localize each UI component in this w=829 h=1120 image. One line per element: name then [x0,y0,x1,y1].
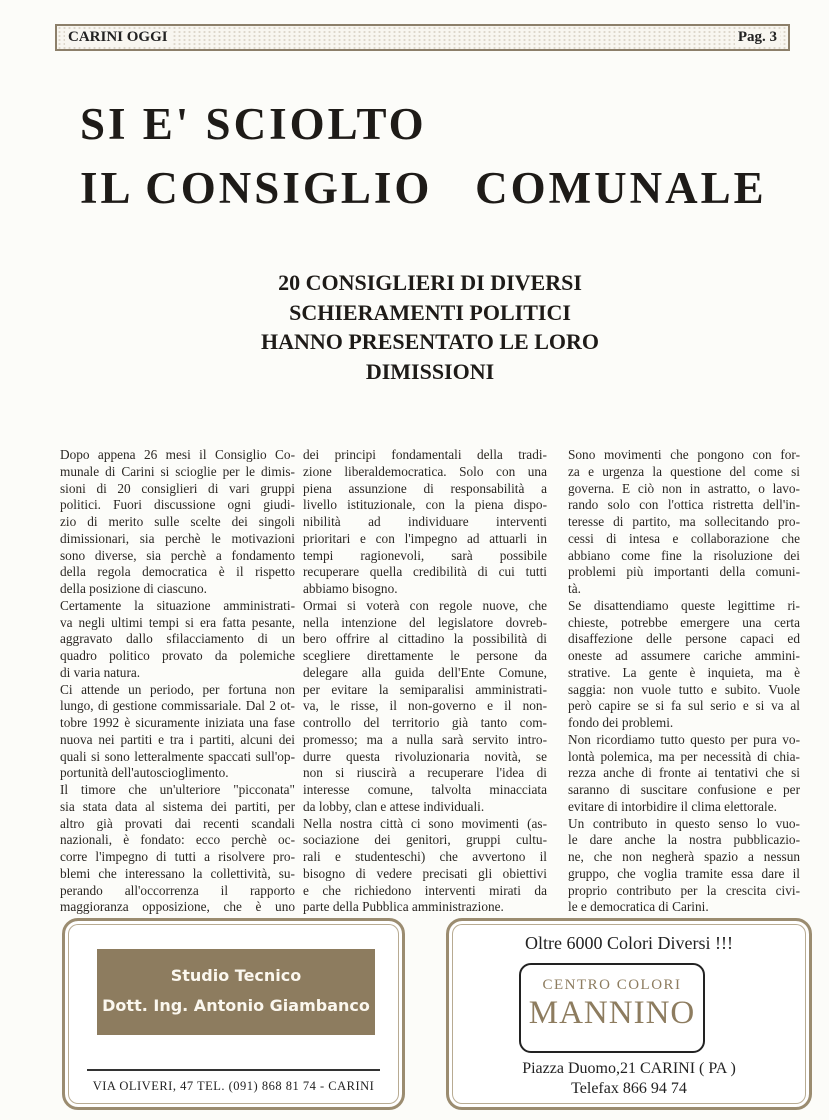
text-line: va, le risse, il non-governo e il non- [303,698,547,714]
paragraph [60,447,295,598]
studio-engineer: Dott. Ing. Antonio Giambanco [102,996,370,1015]
text-line: politici. Fuori discussione ogni giudi- [60,497,295,513]
text-line: gruppo, che voglia tramite essa dare il [568,865,800,881]
paragraph [303,447,547,598]
text-line: Dopo appena 26 mesi il Consiglio Co- [60,447,295,462]
text-line: munale di Carini si scioglie per le dimis- [60,463,295,479]
text-line: dei principi fondamentali della tradi- [303,447,547,462]
text-line: Un contributo in questo senso lo vuo- [568,815,800,831]
text-line: sioni di 20 consiglieri di vari gruppi [60,480,295,496]
paragraph [303,816,547,917]
paragraph [303,598,547,816]
text-line: Certamente la situazione amministrati- [60,597,295,613]
text-line: teresse di partito, ma sollecitando pro- [568,514,800,529]
text-line: nuova nei partiti e tra i partiti, alcuni dei [60,731,295,747]
paragraph [60,682,295,783]
text-line: saggia: non vuole tutto e subito. Vuole [568,681,800,697]
paragraph [60,782,295,916]
text-line: aggravato dallo sfilacciamento di un [60,631,295,647]
subheadline [200,268,660,386]
text-line: promesso; ma a nulla sarà servito intro- [303,731,547,747]
ad-studio-tecnico [62,918,405,1110]
text-line: tà. [568,581,581,596]
text-line: sociazione dei genitori, gruppi cultu- [303,832,547,848]
mannino-brand-top: CENTRO COLORI [542,977,682,993]
subheadline-line: DIMISSIONI [365,358,495,384]
paragraph [568,598,800,732]
studio-name-box [97,949,375,1035]
text-line: le e democratica di Carini. [568,899,709,915]
text-line: tempi ragionevoli, sarà possibile [303,547,547,563]
text-line: per evitare la semiparalisi amministrati- [303,681,547,697]
mannino-tagline: Oltre 6000 Colori Diversi !!! [525,933,733,953]
article-column-2 [303,447,547,916]
text-line: e che richiedono interventi mirati da [303,882,547,898]
headline-line-2: IL CONSIGLIO COMUNALE [80,163,767,213]
text-line: lungo, di gestione commissariale. Dal 2 ot- [60,698,295,714]
text-line: zio di merito sulle scelte dei singoli [60,514,295,529]
ad-centro-colori-mannino [446,918,812,1110]
text-line: non si riuscirà a recuperare l'idea di [303,765,547,781]
studio-address: VIA OLIVERI, 47 TEL. (091) 868 81 74 - CARINI [92,1079,375,1093]
studio-title: Studio Tecnico [170,966,302,985]
text-line: dimissionari, sia perchè le motivazioni [60,530,295,546]
text-line: va negli ultimi tempi si era fatta pesante, [60,614,295,630]
text-line: portunità dell'autoscioglimento. [60,765,229,781]
subheadline-line: 20 CONSIGLIERI DI DIVERSI [278,270,582,295]
text-line: zione liberaldemocratica. Solo con una [303,463,547,479]
text-line: sono diverse, sia perchè a fondamento [60,547,295,563]
text-line: bisogno di vedere precisati gli obiettivi [303,865,547,881]
text-line: za e urgenza la questione del come si [568,463,800,479]
text-line: abbiano come fine la risoluzione dei [568,547,800,563]
text-line: blemi che interessano la collettività, su- [60,865,295,881]
text-line: delegare alla guida dell'Ente Comune, [303,664,547,680]
paragraph [568,732,800,816]
text-line: interesse comune, talvolta minacciata [303,782,547,797]
text-line: chieste, potrebbe emergere una certa [568,614,800,630]
text-line: sia stata data al sistema dei partiti, per [60,798,295,814]
paragraph [60,598,295,682]
text-line: scegliere direttamente le persone da [303,648,547,663]
article-column-1 [60,447,295,916]
text-line: problemi più importanti della comuni- [568,564,800,580]
publication-name: CARINI OGGI [65,29,171,46]
text-line: le dare anche la nostra pubblicazio- [568,832,800,848]
mannino-logo-box [519,963,705,1053]
text-line: cessi di intesa e collaborazione che [568,530,800,546]
text-line: quadro politico provato da polemiche [60,648,295,663]
text-line: nibilità ad individuare interventi [303,514,547,529]
subheadline-line: HANNO PRESENTATO LE LORO [260,329,599,354]
text-line: di varia natura. [60,664,141,680]
text-line: rezza anche di fronte ai tentativi che si [568,765,800,781]
text-line: saranno di suscitare confusione e per [568,782,800,797]
text-line: proprio contributo per la crescita civi- [568,882,800,898]
mannino-phone: Telefax 866 94 74 [571,1080,687,1097]
headline-line-1: SI E' SCIOLTO [80,99,427,149]
text-line: abbiamo bisogno. [303,581,398,596]
text-line: Non ricordiamo tutto questo per pura vo- [568,731,800,747]
text-line: nella intenzione del legislatore dovreb- [303,614,547,630]
article-column-3 [568,447,800,916]
text-line: perando all'occorrenza il rapporto [60,882,295,898]
text-line: piena assunzione di responsabilità a [303,480,547,496]
text-line: prioritari e con l'impegno ad attuarli in [303,530,547,546]
text-line: Nella nostra città ci sono movimenti (as- [303,815,547,831]
text-line: disaffezione delle persone capaci ed [568,631,800,647]
page-header [55,24,790,51]
page-number: Pag. 3 [735,29,780,46]
text-line: controllo del territorio già tanto com- [303,715,547,730]
text-line: Il timore che un'ulteriore "picconata" [60,782,295,797]
text-line: livello istituzionale, con la piena dispo- [303,497,547,513]
text-line: parte della Pubblica amministrazione. [303,899,504,915]
text-line: Ci attende un periodo, per fortuna non [60,681,295,697]
text-line: oneste ad assumere cariche ammini- [568,648,800,663]
text-line: durre questa rivoluzionaria novità, se [303,748,547,764]
text-line: Ormai si voterà con regole nuove, che [303,597,547,613]
text-line: rali e studenteschi) che avvertono il [303,849,547,864]
text-line: lontà polemica, ma per necessità di chia- [568,748,800,764]
text-line: corre l'impegno di tutti a risolvere pro- [60,849,295,864]
text-line: evitare di intorbidire il clima elettorale. [568,798,777,814]
text-line: quali si sono letteralmente spaccati sull'op- [60,748,295,764]
text-line: rando solo con l'ottica ristretta dell'in- [568,497,800,513]
text-line: della posizione di ciascuno. [60,581,207,596]
mannino-address: Piazza Duomo,21 CARINI ( PA ) [522,1060,736,1077]
mannino-brand: MANNINO [528,995,696,1031]
subheadline-line: SCHIERAMENTI POLITICI [289,299,571,325]
text-line: ne, che non negherà spazio a nessun [568,849,800,864]
mannino-contact [449,1059,809,1099]
text-line: tobre 1992 è sicuramente iniziata una fase [60,715,295,730]
text-line: Sono movimenti che pongono con for- [568,447,800,462]
text-line: bero offrire al cittadino la possibilità di [303,631,547,647]
text-line: della regola democratica è il rispetto [60,564,295,580]
text-line: strative. La gente è inquieta, ma è [568,664,800,680]
headline [80,92,767,220]
paragraph [568,816,800,917]
text-line: recuperare quella credibilità di cui tutti [303,564,547,580]
text-line: però capire se si fa sul serio e si va al [568,698,800,714]
text-line: Se disattendiamo queste legittime ri- [568,597,800,613]
text-line: altro già provati dai recenti scandali [60,815,295,831]
text-line: fondo dei problemi. [568,715,674,730]
text-line: nazionali, è fondato: ecco perchè oc- [60,832,295,848]
divider [87,1069,380,1071]
paragraph [568,447,800,598]
text-line: maggioranza opposizione, che è uno [60,899,295,915]
text-line: da lobby, clan e attese individuali. [303,798,485,814]
text-line: governa. E ciò non in astratto, o lavo- [568,480,800,496]
